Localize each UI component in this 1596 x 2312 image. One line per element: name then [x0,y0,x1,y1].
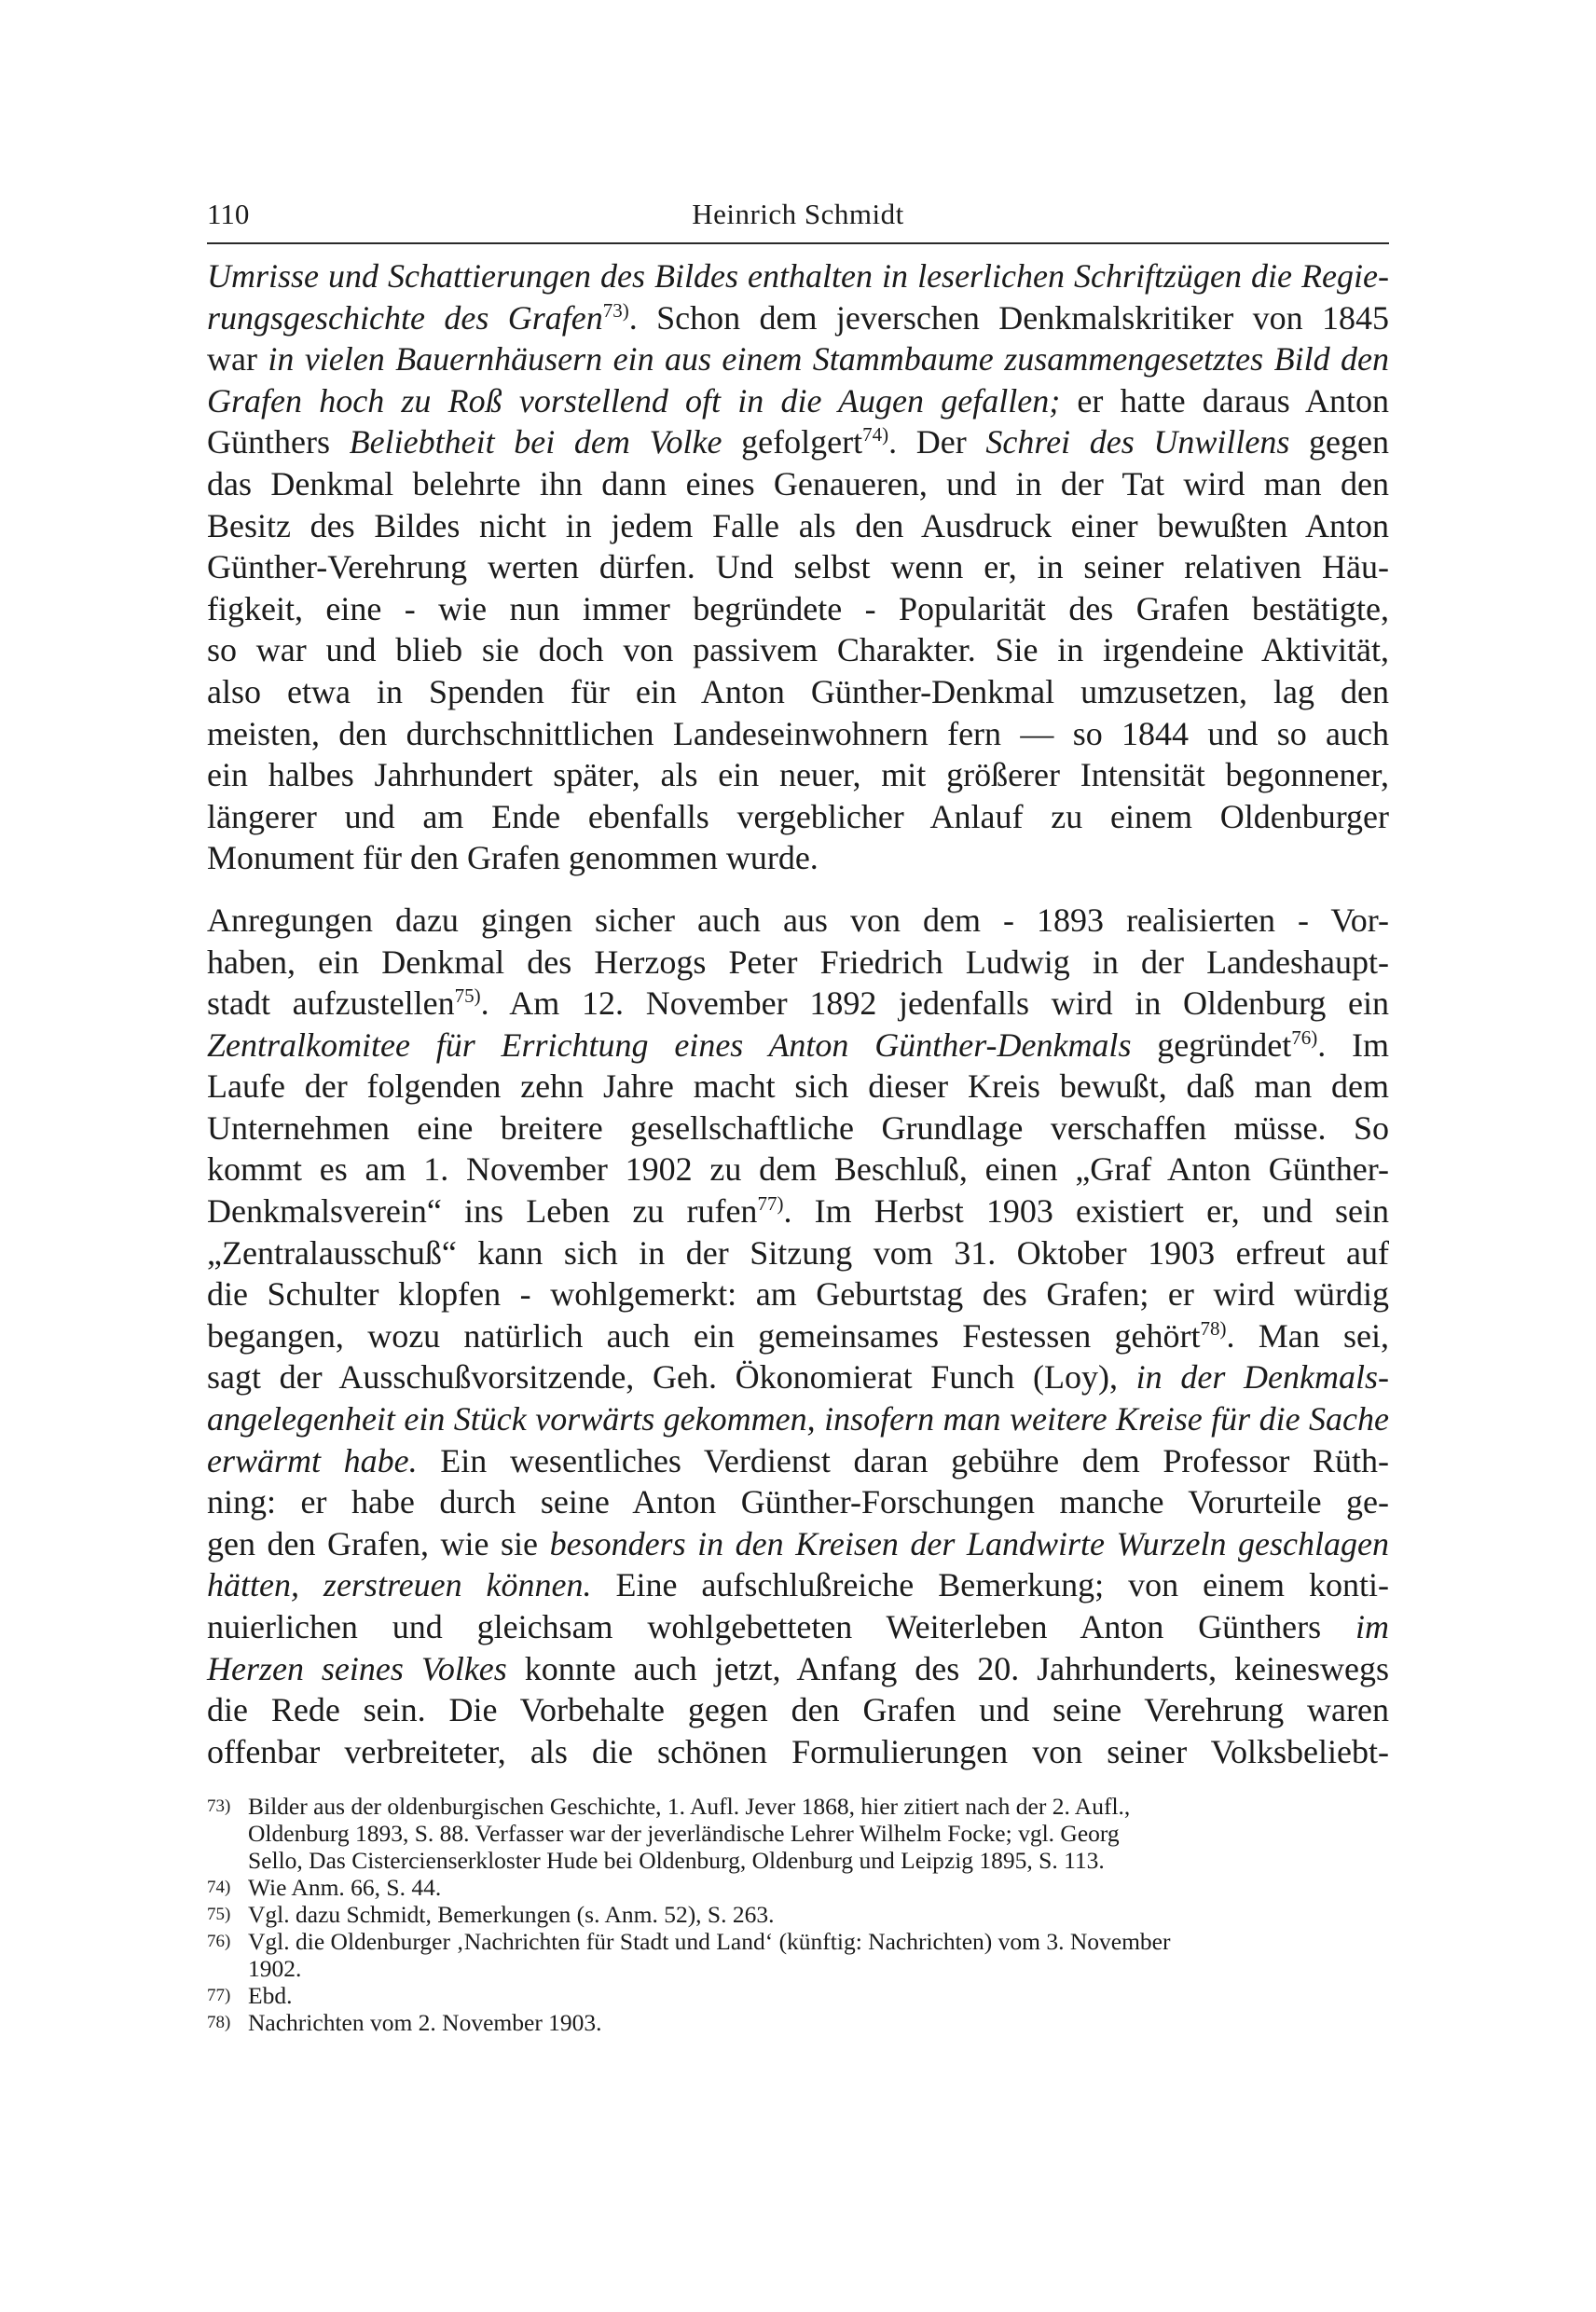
page-number: 110 [207,198,250,230]
footnote-line: Vgl. die Oldenburger ‚Nachrichten für Stadt und Land‘ (künftig: Nachrichten) vom 3. November [248,1928,1171,1955]
footnote [207,1982,1389,2009]
text-run: . Am 12. November 1892 jedenfalls wird in Oldenburg ein [480,984,1389,1023]
footnote-line: Sello, Das Cistercienserkloster Hude bei Oldenburg, Oldenburg und Leipzig 1895, S. 113. [248,1847,1105,1874]
text-run: Monument für den Grafen genommen wurde. [207,839,819,877]
footnote-ref: 73) [602,298,629,322]
text-run: gegen [1289,423,1390,461]
italic-quote: hätten, zerstreuen können. [207,1566,592,1604]
footnote-ref: 77) [757,1192,784,1216]
text-run: Günther-Verehrung werten dürfen. Und selbst wenn er, in seiner relativen Häu- [207,548,1389,586]
text-line [207,796,1389,838]
footnote-number: 75) [207,1905,231,1924]
footnote-number: 76) [207,1932,231,1951]
text-line [207,1273,1389,1315]
footnote-line: Vgl. dazu Schmidt, Bemerkungen (s. Anm. 52), S. 263. [248,1901,775,1928]
footnote-text [248,1928,1389,1982]
text-run: also etwa in Spenden für ein Anton Günther-Denkmal umzusetzen, lag den [207,672,1389,710]
text-line [207,983,1389,1025]
text-run: die Schulter klopfen - wohlgemerkt: am Geburtstag des Grafen; er wird würdig [207,1275,1389,1314]
text-run: offenbar verbreiteter, als die schönen Formulierungen von seiner Volksbeliebt- [207,1732,1389,1770]
italic-quote: besonders in den Kreisen der Landwirte Wurzeln geschlagen [549,1524,1389,1562]
footnote-text [248,1901,1389,1928]
running-head: Heinrich Schmidt [692,198,904,230]
text-line [207,754,1389,796]
text-run: so war und blieb sie doch von passivem Charakter. Sie in irgendeine Aktivität, [207,631,1389,669]
italic-quote: im [1355,1608,1389,1645]
footnote-number: 74) [207,1878,231,1897]
text-run: ein halbes Jahrhundert später, als ein neuer, mit größerer Intensität begonnener, [207,756,1389,794]
text-run: war [207,340,268,378]
text-run: die Rede sein. Die Vorbehalte gegen den Grafen und seine Verehrung waren [207,1691,1389,1729]
footnote [207,1793,1389,1874]
text-run: Unternehmen eine breitere gesellschaftliche Grundlage verschaffen müsse. So [207,1108,1389,1147]
footnote [207,1901,1389,1928]
text-run: figkeit, eine - wie nun immer begründete - Popularität des Grafen bestätigte, [207,589,1389,627]
text-run: konnte auch jetzt, Anfang des 20. Jahrhunderts, keineswegs [506,1649,1389,1687]
italic-quote: Umrisse und Schattierungen des Bildes enthalten in leserlichen Schriftzügen die Regie- [207,257,1389,295]
footnote-number: 73) [207,1796,231,1816]
footnote [207,2009,1389,2036]
footnote-number: 78) [207,2013,231,2032]
text-run: . Im [1317,1025,1389,1064]
footnote-line: Oldenburg 1893, S. 88. Verfasser war der jeverländische Lehrer Wilhelm Focke; vgl. Georg [248,1820,1120,1847]
text-line [207,588,1389,630]
text-line [207,1356,1389,1398]
footnote-text [248,1874,1389,1901]
text-line [207,1149,1389,1190]
text-line [207,380,1389,422]
text-line [207,1648,1389,1690]
text-line [207,629,1389,671]
text-line [207,1523,1389,1565]
italic-quote: Grafen hoch zu Roß vorstellend oft in die Augen gefallen; [207,381,1061,420]
text-line [207,1481,1389,1523]
text-line [207,505,1389,547]
text-run: Laufe der folgenden zehn Jahre macht sich dieser Kreis bewußt, daß man dem [207,1067,1389,1106]
italic-quote: Schrei des Unwillens [985,423,1290,461]
text-run: sagt der Ausschußvorsitzende, Geh. Ökonomierat Funch (Loy), [207,1358,1136,1397]
text-run: Eine aufschlußreiche Bemerkung; von einem konti- [591,1566,1389,1604]
text-line [207,1315,1389,1357]
text-line [207,1232,1389,1274]
footnote-line: 1902. [248,1955,302,1982]
text-line [207,255,1389,297]
text-run: er hatte daraus Anton [1060,381,1389,420]
text-run: Günthers [207,423,350,461]
italic-quote: Zentralkomitee für Errichtung eines Anton Günther-Denkmals [207,1025,1132,1064]
footnote-text [248,2009,1389,2036]
text-line [207,900,1389,942]
text-line [207,546,1389,588]
text-run: längerer und am Ende ebenfalls vergeblicher Anlauf zu einem Oldenburger [207,797,1389,835]
italic-quote: rungsgeschichte des Grafen [207,298,603,337]
text-run: meisten, den durchschnittlichen Landeseinwohnern fern — so 1844 und so auch [207,714,1389,752]
footnote-ref: 78) [1200,1316,1227,1340]
italic-quote: angelegenheit ein Stück vorwärts gekommen, insofern man weitere Kreise für die Sache [207,1400,1389,1438]
text-line [207,1108,1389,1149]
text-line [207,671,1389,713]
footnote-line: Ebd. [248,1982,293,2009]
footnote-line: Wie Anm. 66, S. 44. [248,1874,442,1901]
text-line [207,338,1389,380]
text-line [207,1025,1389,1067]
text-line [207,1689,1389,1731]
text-line [207,1606,1389,1648]
footnote-ref: 75) [454,984,481,1008]
footnote-line: Nachrichten vom 2. November 1903. [248,2009,602,2036]
text-line [207,942,1389,984]
text-line [207,1066,1389,1108]
text-run: gefolgert [722,423,863,461]
text-line [207,1440,1389,1482]
italic-quote: Herzen seines Volkes [207,1649,507,1687]
text-run: das Denkmal belehrte ihn dann eines Genaueren, und in der Tat wird man den [207,464,1389,502]
italic-quote: in vielen Bauernhäusern ein aus einem Stammbaume zusammengesetztes Bild den [268,340,1389,378]
text-line [207,1190,1389,1232]
text-run: Anregungen dazu gingen sicher auch aus von dem - 1893 realisierten - Vor- [207,901,1389,939]
footnote [207,1928,1389,1982]
footnote-text [248,1982,1389,2009]
italic-quote: in der Denkmals- [1135,1358,1390,1397]
text-run: begangen, wozu natürlich auch ein gemeinsames Festessen gehört [207,1316,1201,1355]
text-run: . Der [888,423,986,461]
text-run: gen den Grafen, wie sie [207,1524,550,1562]
text-line [207,713,1389,755]
footnotes [207,1793,1389,2036]
italic-quote: Beliebtheit bei dem Volke [349,423,722,461]
text-run: gegründet [1131,1025,1292,1064]
text-run: Denkmalsverein“ ins Leben zu rufen [207,1192,758,1231]
text-run: . Schon dem jeverschen Denkmalskritiker von 1845 [628,298,1389,337]
text-line [207,297,1389,339]
text-line [207,1731,1389,1773]
paragraph [207,900,1389,1772]
text-line [207,421,1389,463]
text-line [207,1564,1389,1606]
page-header [207,194,1389,244]
body-text [207,255,1389,1772]
text-run: . Im Herbst 1903 existiert er, und sein [783,1192,1389,1231]
text-run: . Man sei, [1226,1316,1389,1355]
text-run: nuierlichen und gleichsam wohlgebetteten Weiterleben Anton Günthers [207,1608,1355,1645]
footnote-ref: 76) [1291,1025,1318,1049]
footnote [207,1874,1389,1901]
text-run: „Zentralausschuß“ kann sich in der Sitzung vom 31. Oktober 1903 erfreut auf [207,1233,1389,1272]
footnote-number: 77) [207,1986,231,2005]
text-run: Besitz des Bildes nicht in jedem Falle als den Ausdruck einer bewußten Anton [207,506,1389,544]
paragraph [207,255,1389,879]
footnote-ref: 74) [862,423,889,447]
text-run: ning: er habe durch seine Anton Günther-Forschungen manche Vorurteile ge- [207,1483,1389,1521]
text-run: Ein wesentliches Verdienst daran gebühre dem Professor Rüth- [417,1441,1389,1479]
footnote-line: Bilder aus der oldenburgischen Geschichte, 1. Aufl. Jever 1868, hier zitiert nach der 2. Aufl., [248,1793,1131,1820]
text-line [207,837,1389,879]
text-run: kommt es am 1. November 1902 zu dem Beschluß, einen „Graf Anton Günther- [207,1150,1389,1189]
footnote-text [248,1793,1389,1874]
text-line [207,1398,1389,1440]
text-run: haben, ein Denkmal des Herzogs Peter Friedrich Ludwig in der Landeshaupt- [207,943,1389,981]
text-run: stadt aufzustellen [207,984,455,1023]
text-line [207,463,1389,505]
italic-quote: erwärmt habe. [207,1441,418,1479]
